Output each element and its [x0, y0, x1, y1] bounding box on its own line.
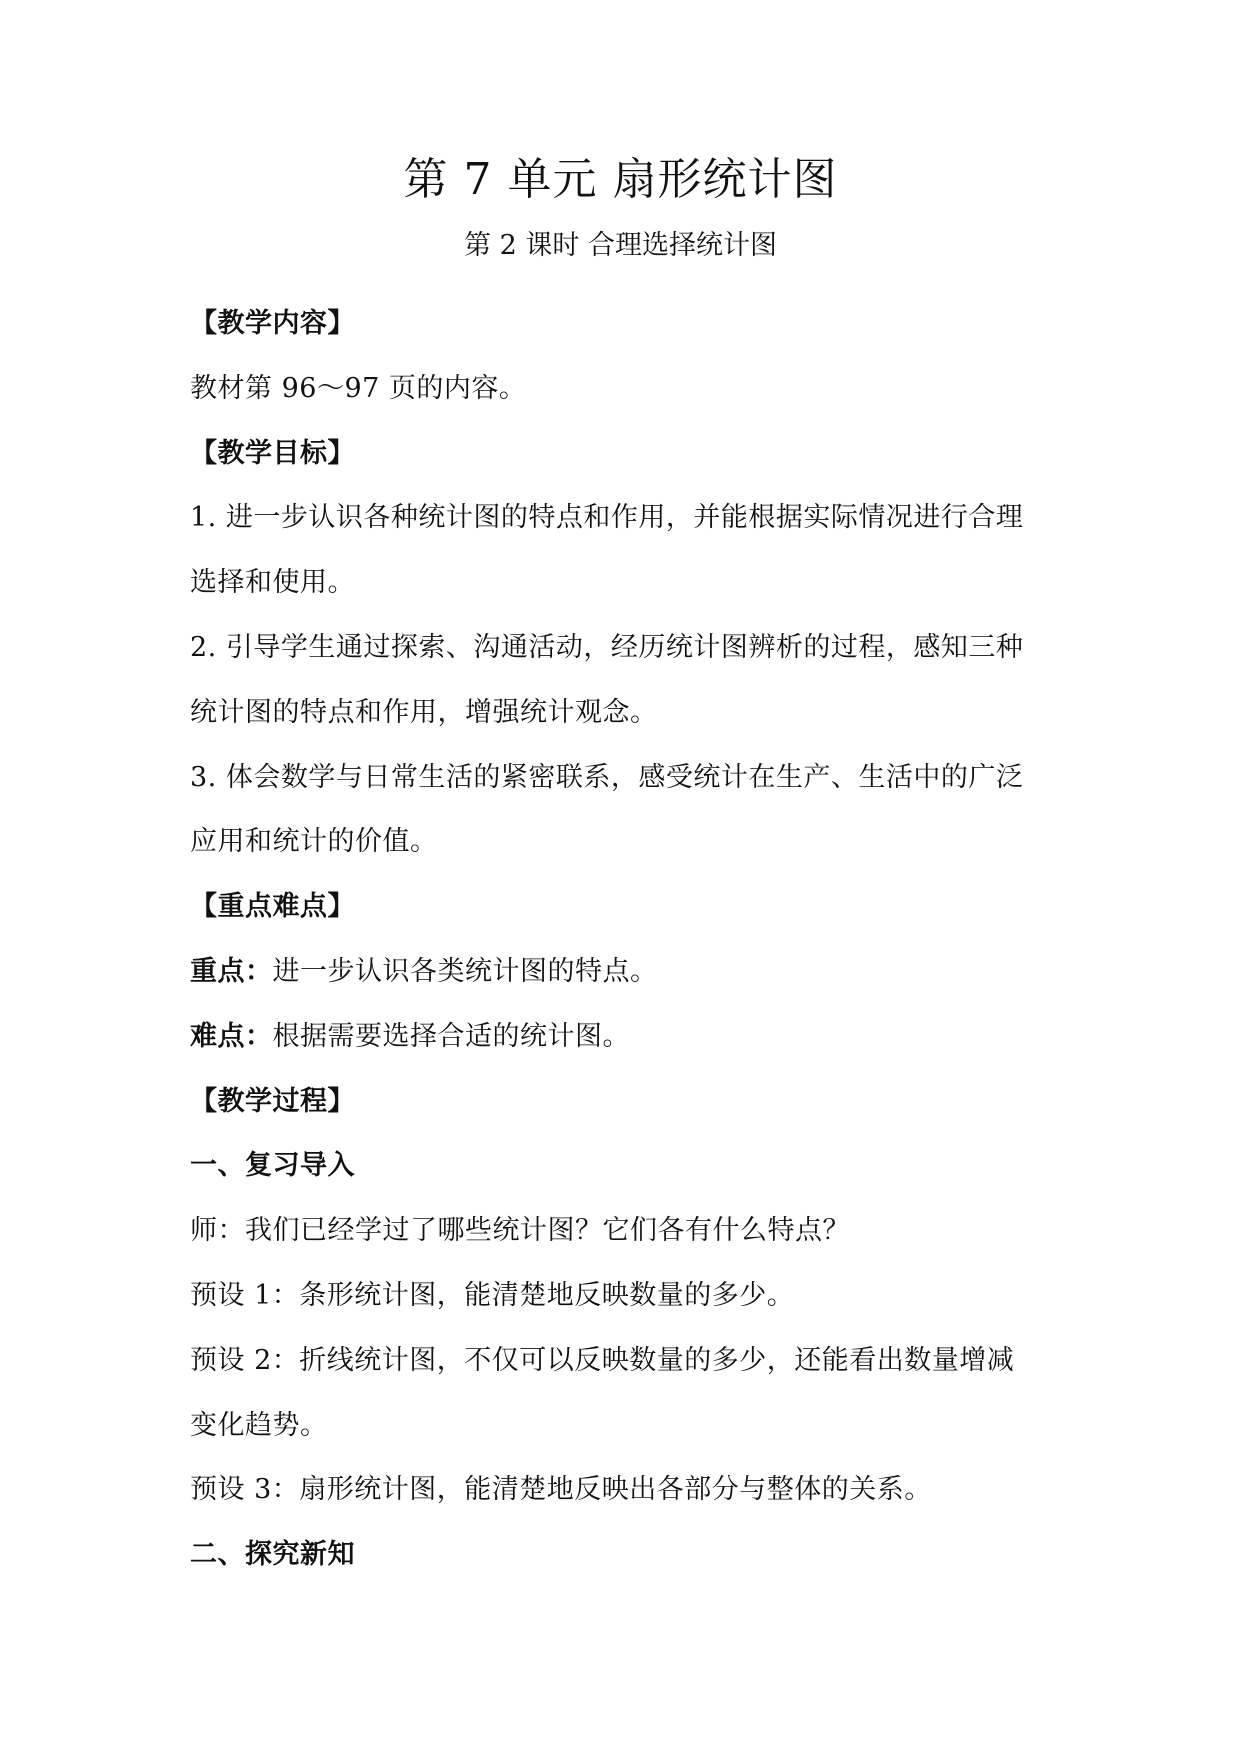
- key-point-label: 重点：: [190, 955, 273, 987]
- preset-3: 预设 3：扇形统计图，能清楚地反映出各部分与整体的关系。: [190, 1474, 932, 1506]
- lesson-subtitle: 第 2 课时 合理选择统计图: [464, 230, 777, 261]
- page-title: 第 7 单元 扇形统计图: [403, 154, 838, 205]
- goal-2-line-2: 统计图的特点和作用，增强统计观念。: [190, 696, 658, 728]
- key-points-heading: 【重点难点】: [190, 891, 355, 923]
- teaching-content-heading: 【教学内容】: [190, 308, 355, 339]
- preset-1: 预设 1：条形统计图，能清楚地反映数量的多少。: [190, 1279, 795, 1311]
- document-body: [190, 292, 1060, 1588]
- goal-3-line-2: 应用和统计的价值。: [190, 826, 438, 858]
- preset-2-line-1: 预设 2：折线统计图，不仅可以反映数量的多少，还能看出数量增减: [190, 1344, 1015, 1376]
- difficulty-text: 根据需要选择合适的统计图。: [272, 1020, 630, 1052]
- teacher-question: 师：我们已经学过了哪些统计图？它们各有什么特点？: [190, 1215, 850, 1247]
- goal-1-line-1: 1. 进一步认识各种统计图的特点和作用，并能根据实际情况进行合理: [190, 502, 1024, 534]
- goal-1-line-2: 选择和使用。: [190, 567, 355, 599]
- key-point-text: 进一步认识各类统计图的特点。: [272, 955, 658, 987]
- goal-2-line-1: 2. 引导学生通过探索、沟通活动，经历统计图辨析的过程，感知三种: [190, 631, 1024, 663]
- key-point-line: [190, 940, 1060, 1005]
- teaching-content-text: 教材第 96～97 页的内容。: [190, 372, 527, 404]
- preset-2-line-2: 变化趋势。: [190, 1409, 328, 1441]
- part-1-heading: 一、复习导入: [190, 1150, 355, 1182]
- difficulty-label: 难点：: [190, 1020, 273, 1052]
- process-heading: 【教学过程】: [190, 1085, 355, 1117]
- goal-3-line-1: 3. 体会数学与日常生活的紧密联系，感受统计在生产、生活中的广泛: [190, 761, 1024, 793]
- difficulty-line: [190, 1005, 1060, 1070]
- teaching-goals-heading: 【教学目标】: [190, 437, 355, 469]
- part-2-heading: 二、探究新知: [190, 1539, 355, 1571]
